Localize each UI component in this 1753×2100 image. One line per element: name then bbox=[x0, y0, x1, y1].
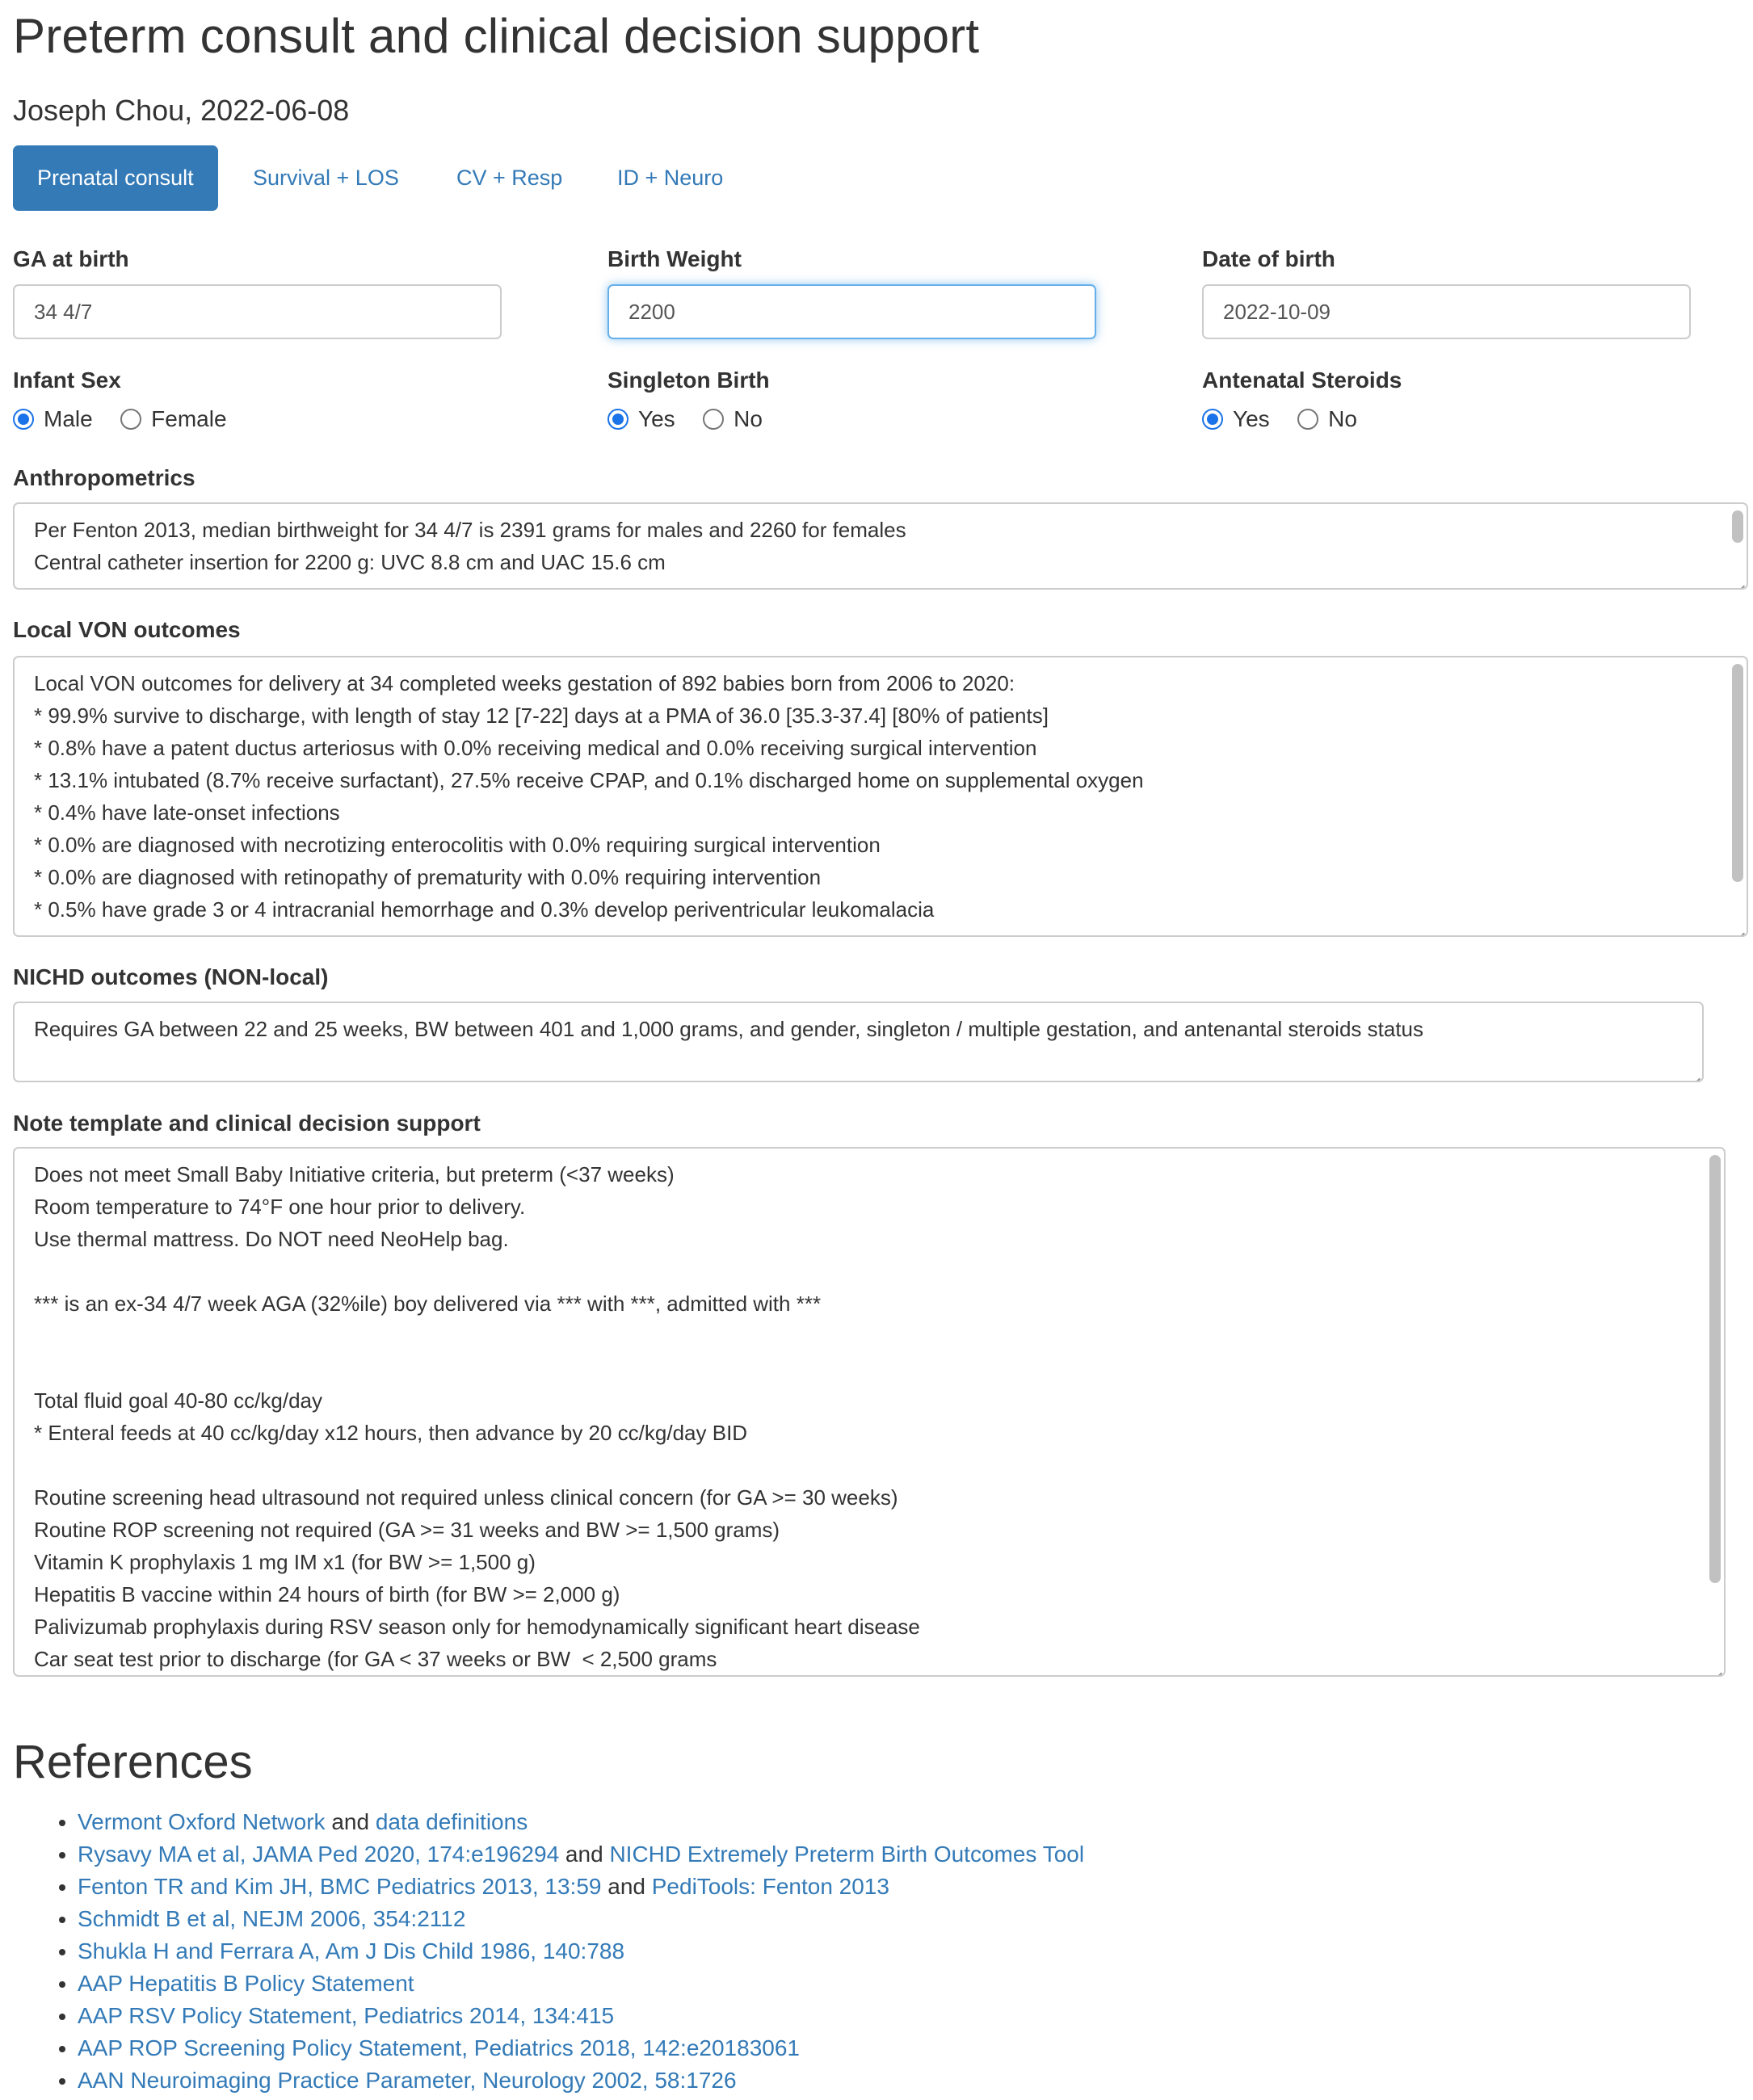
reference-link[interactable]: AAP RSV Policy Statement, Pediatrics 2014, 134:415 bbox=[78, 2003, 615, 2028]
text-line: Hepatitis B vaccine within 24 hours of birth (for BW >= 2,000 g) bbox=[34, 1582, 620, 1606]
reference-link[interactable]: Vermont Oxford Network bbox=[78, 1809, 326, 1834]
birth-weight-label: Birth Weight bbox=[607, 246, 742, 271]
reference-item bbox=[78, 2064, 1084, 2097]
radio-steroids-no-label: No bbox=[1328, 406, 1357, 431]
reference-link[interactable]: AAP ROP Screening Policy Statement, Pediatrics 2018, 142:e20183061 bbox=[78, 2035, 800, 2060]
text-line: Routine screening head ultrasound not required unless clinical concern (for GA >= 30 weeks) bbox=[34, 1485, 898, 1510]
text-line bbox=[34, 1320, 1705, 1352]
radio-male-indicator[interactable] bbox=[13, 409, 34, 430]
birth-weight-input[interactable]: 2200 bbox=[607, 284, 1096, 339]
text-line: Car seat test prior to discharge (for GA < 37 weeks or BW < 2,500 grams bbox=[34, 1647, 717, 1671]
tab-id-neuro[interactable]: ID + Neuro bbox=[617, 166, 724, 190]
date-of-birth-input[interactable]: 2022-10-09 bbox=[1202, 284, 1691, 339]
tab-cv-resp[interactable]: CV + Resp bbox=[456, 166, 563, 190]
reference-link[interactable]: Fenton TR and Kim JH, BMC Pediatrics 2013, 13:59 bbox=[78, 1874, 602, 1899]
reference-link[interactable]: Schmidt B et al, NEJM 2006, 354:2112 bbox=[78, 1906, 466, 1931]
ga-label: GA at birth bbox=[13, 246, 129, 271]
references-list bbox=[13, 1806, 1084, 2097]
text-line: * 0.4% have late-onset infections bbox=[34, 800, 340, 825]
ga-input[interactable]: 34 4/7 bbox=[13, 284, 502, 339]
text-line: * 13.1% intubated (8.7% receive surfactant), 27.5% receive CPAP, and 0.1% discharged home on supplemental oxygen bbox=[34, 768, 1144, 792]
reference-text: and bbox=[601, 1874, 652, 1899]
text-line: * 0.0% are diagnosed with necrotizing enterocolitis with 0.0% requiring surgical intervention bbox=[34, 833, 881, 857]
text-line: Use thermal mattress. Do NOT need NeoHelp bag. bbox=[34, 1227, 509, 1251]
text-line: * 99.9% survive to discharge, with length of stay 12 [7-22] days at a PMA of 36.0 [35.3-37.4] [80% of patients] bbox=[34, 704, 1049, 728]
note-template-label: Note template and clinical decision support bbox=[13, 1111, 481, 1136]
reference-item bbox=[78, 1903, 1084, 1935]
text-line: Requires GA between 22 and 25 weeks, BW between 401 and 1,000 grams, and gender, singleton / multiple gestation, and antenantal steroids status bbox=[34, 1017, 1423, 1041]
tab-survival-los[interactable]: Survival + LOS bbox=[253, 166, 399, 190]
radio-steroids-yes-indicator[interactable] bbox=[1202, 409, 1223, 430]
nichd-outcomes-label: NICHD outcomes (NON-local) bbox=[13, 964, 329, 989]
resize-grip-icon[interactable] bbox=[1732, 921, 1745, 934]
page-subtitle: Joseph Chou, 2022-06-08 bbox=[13, 94, 350, 127]
reference-item bbox=[78, 2000, 1084, 2032]
reference-item bbox=[78, 1968, 1084, 2000]
reference-item bbox=[78, 1838, 1084, 1871]
resize-grip-icon[interactable] bbox=[1688, 1066, 1700, 1079]
singleton-radio-group bbox=[607, 406, 763, 432]
text-line bbox=[34, 1255, 1705, 1287]
reference-item bbox=[78, 2032, 1084, 2064]
reference-text: and bbox=[559, 1842, 610, 1867]
infant-sex-radio-group bbox=[13, 406, 227, 432]
singleton-label: Singleton Birth bbox=[607, 368, 770, 393]
radio-singleton-no[interactable] bbox=[703, 406, 763, 431]
resize-grip-icon[interactable] bbox=[1732, 573, 1745, 586]
text-line: Routine ROP screening not required (GA >= 31 weeks and BW >= 1,500 grams) bbox=[34, 1518, 780, 1542]
anthropometrics-textarea[interactable] bbox=[13, 502, 1748, 590]
infant-sex-label: Infant Sex bbox=[13, 368, 121, 393]
radio-singleton-yes[interactable] bbox=[607, 406, 675, 431]
anthropometrics-label: Anthropometrics bbox=[13, 465, 195, 490]
note-template-textarea[interactable] bbox=[13, 1147, 1726, 1677]
text-line: Central catheter insertion for 2200 g: UVC 8.8 cm and UAC 15.6 cm bbox=[34, 550, 666, 574]
radio-female[interactable] bbox=[120, 406, 227, 431]
text-line: * 0.8% have a patent ductus arteriosus with 0.0% receiving medical and 0.0% receiving surgical intervention bbox=[34, 736, 1037, 760]
text-line: Local VON outcomes for delivery at 34 completed weeks gestation of 892 babies born from 2006 to 2020: bbox=[34, 671, 1015, 695]
nichd-outcomes-textarea[interactable] bbox=[13, 1002, 1704, 1082]
reference-item bbox=[78, 1935, 1084, 1968]
resize-grip-icon[interactable] bbox=[1709, 1661, 1722, 1674]
radio-steroids-no-indicator[interactable] bbox=[1297, 409, 1318, 430]
radio-female-label: Female bbox=[151, 406, 227, 431]
steroids-radio-group bbox=[1202, 406, 1357, 432]
radio-steroids-yes-label: Yes bbox=[1233, 406, 1270, 431]
text-line: * Enteral feeds at 40 cc/kg/day x12 hours, then advance by 20 cc/kg/day BID bbox=[34, 1421, 748, 1445]
radio-singleton-no-label: No bbox=[734, 406, 763, 431]
text-line: Vitamin K prophylaxis 1 mg IM x1 (for BW >= 1,500 g) bbox=[34, 1550, 536, 1574]
text-line: Room temperature to 74°F one hour prior to delivery. bbox=[34, 1195, 526, 1219]
radio-male-label: Male bbox=[44, 406, 93, 431]
radio-female-indicator[interactable] bbox=[120, 409, 141, 430]
text-line: Does not meet Small Baby Initiative criteria, but preterm (<37 weeks) bbox=[34, 1162, 675, 1186]
radio-steroids-yes[interactable] bbox=[1202, 406, 1270, 431]
text-line: * 0.0% are diagnosed with retinopathy of prematurity with 0.0% requiring intervention bbox=[34, 865, 822, 889]
reference-item bbox=[78, 1871, 1084, 1903]
reference-link[interactable]: Shukla H and Ferrara A, Am J Dis Child 1986, 140:788 bbox=[78, 1938, 625, 1964]
radio-singleton-yes-label: Yes bbox=[638, 406, 675, 431]
reference-item bbox=[78, 1806, 1084, 1838]
tab-prenatal-consult[interactable]: Prenatal consult bbox=[13, 145, 218, 211]
scrollbar[interactable] bbox=[1732, 664, 1743, 882]
reference-link[interactable]: AAN Neuroimaging Practice Parameter, Neurology 2002, 58:1726 bbox=[78, 2068, 737, 2093]
page-title: Preterm consult and clinical decision support bbox=[13, 9, 980, 63]
text-line bbox=[34, 1352, 1705, 1384]
text-line: * 0.5% have grade 3 or 4 intracranial hemorrhage and 0.3% develop periventricular leukomalacia bbox=[34, 897, 935, 922]
radio-steroids-no[interactable] bbox=[1297, 406, 1357, 431]
scrollbar[interactable] bbox=[1709, 1155, 1721, 1583]
text-line bbox=[34, 1449, 1705, 1481]
steroids-label: Antenatal Steroids bbox=[1202, 368, 1402, 393]
von-outcomes-textarea[interactable] bbox=[13, 656, 1748, 937]
text-line: Palivizumab prophylaxis during RSV season only for hemodynamically significant heart disease bbox=[34, 1615, 920, 1639]
reference-link[interactable]: data definitions bbox=[375, 1809, 528, 1834]
von-outcomes-label: Local VON outcomes bbox=[13, 617, 241, 642]
text-line: *** is an ex-34 4/7 week AGA (32%ile) boy delivered via *** with ***, admitted with *** bbox=[34, 1292, 822, 1316]
reference-link[interactable]: AAP Hepatitis B Policy Statement bbox=[78, 1971, 414, 1996]
radio-singleton-no-indicator[interactable] bbox=[703, 409, 724, 430]
references-heading: References bbox=[13, 1736, 253, 1788]
reference-link[interactable]: Rysavy MA et al, JAMA Ped 2020, 174:e196294 bbox=[78, 1842, 560, 1867]
text-line: Total fluid goal 40-80 cc/kg/day bbox=[34, 1388, 322, 1413]
reference-link[interactable]: PediTools: Fenton 2013 bbox=[651, 1874, 889, 1899]
radio-singleton-yes-indicator[interactable] bbox=[607, 409, 628, 430]
radio-male[interactable] bbox=[13, 406, 93, 431]
reference-text: and bbox=[325, 1809, 376, 1834]
text-line: Per Fenton 2013, median birthweight for 34 4/7 is 2391 grams for males and 2260 for females bbox=[34, 518, 906, 542]
reference-link[interactable]: NICHD Extremely Preterm Birth Outcomes Tool bbox=[609, 1842, 1085, 1867]
scrollbar[interactable] bbox=[1732, 510, 1743, 543]
date-of-birth-label: Date of birth bbox=[1202, 246, 1335, 271]
